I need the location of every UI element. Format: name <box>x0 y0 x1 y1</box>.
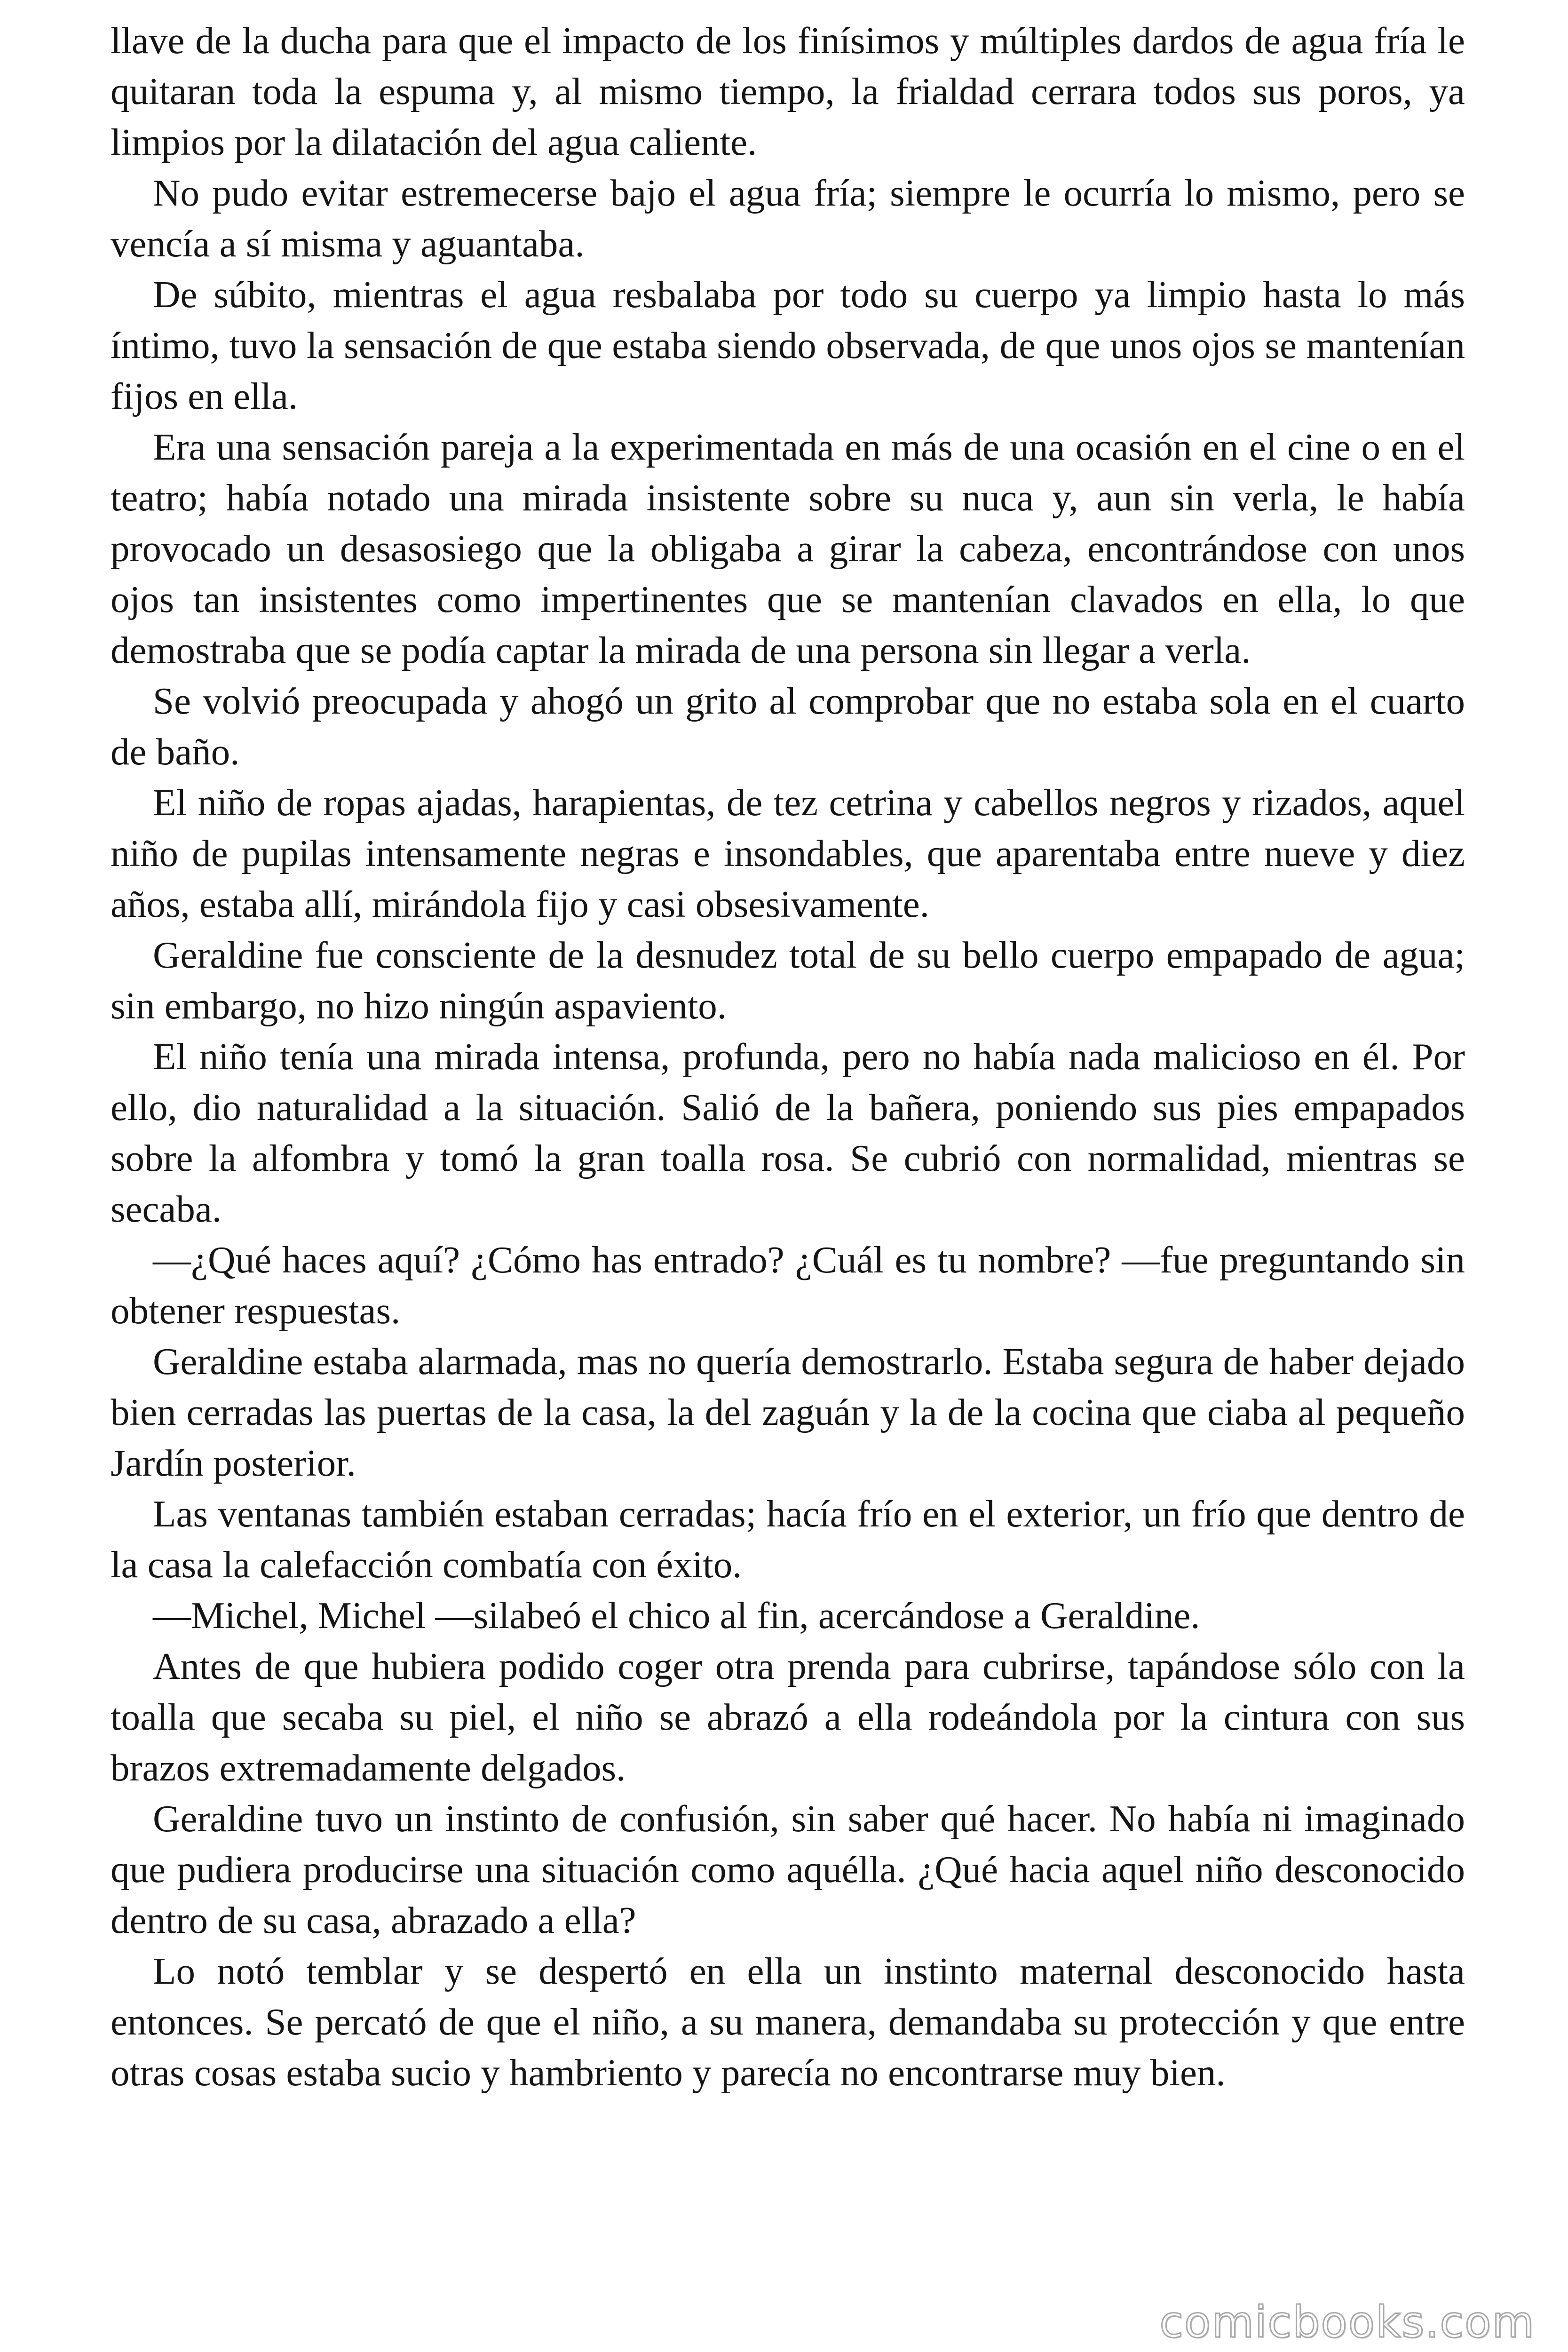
paragraph-13: Antes de que hubiera podido coger otra prenda para cubrirse, tapándose sólo con la toalla que secaba su piel, el niño se abrazó a ella rodeándola por la cintura con sus brazos extremadamente delgados. <box>111 1645 1465 1789</box>
body-text <box>111 15 1465 2098</box>
paragraph-4: Era una sensación pareja a la experimentada en más de una ocasión en el cine o en el teatro; había notado una mirada insistente sobre su nuca y, aun sin verla, le había provocado un desasosiego que la obligaba a girar la cabeza, encontrándose con unos ojos tan insistentes como impertinentes que se mantenían clavados en ella, lo que demostraba que se podía captar la mirada de una persona sin llegar a verla. <box>111 426 1465 671</box>
paragraph-15: Lo notó temblar y se despertó en ella un instinto maternal desconocido hasta entonces. Se percató de que el niño, a su manera, demandaba su protección y que entre otras cosas estaba sucio y hambriento y parecía no encontrarse muy bien. <box>111 1950 1465 2094</box>
paragraph-14: Geraldine tuvo un instinto de confusión, sin saber qué hacer. No había ni imaginado que pudiera producirse una situación como aquélla. ¿Qué hacia aquel niño desconocido dentro de su casa, abrazado a ella? <box>111 1797 1465 1941</box>
paragraph-8: El niño tenía una mirada intensa, profunda, pero no había nada malicioso en él. Por ello, dio naturalidad a la situación. Salió de la bañera, poniendo sus pies empapados sobre la alfombra y tomó la gran toalla rosa. Se cubrió con normalidad, mientras se secaba. <box>111 1035 1465 1230</box>
paragraph-12: —Michel, Michel —silabeó el chico al fin, acercándose a Geraldine. <box>153 1594 1200 1637</box>
paragraph-2: No pudo evitar estremecerse bajo el agua fría; siempre le ocurría lo mismo, pero se vencía a sí misma y aguantaba. <box>111 172 1465 265</box>
paragraph-9: —¿Qué haces aquí? ¿Cómo has entrado? ¿Cuál es tu nombre? —fue preguntando sin obtener respuestas. <box>111 1239 1465 1332</box>
paragraph-1: llave de la ducha para que el impacto de los finísimos y múltiples dardos de agua fría le quitaran toda la espuma y, al mismo tiempo, la frialdad cerrara todos sus poros, ya limpios por la dilatación del agua caliente. <box>111 19 1465 163</box>
paragraph-3: De súbito, mientras el agua resbalaba por todo su cuerpo ya limpio hasta lo más íntimo, tuvo la sensación de que estaba siendo observada, de que unos ojos se mantenían fijos en ella. <box>111 273 1465 417</box>
paragraph-6: El niño de ropas ajadas, harapientas, de tez cetrina y cabellos negros y rizados, aquel niño de pupilas intensamente negras e insondables, que aparentaba entre nueve y diez años, estaba allí, mirándola fijo y casi obsesivamente. <box>111 781 1465 925</box>
watermark: comicbooks.com <box>1159 2297 1535 2347</box>
paragraph-11: Las ventanas también estaban cerradas; hacía frío en el exterior, un frío que dentro de la casa la calefacción combatía con éxito. <box>111 1493 1465 1586</box>
paragraph-7: Geraldine fue consciente de la desnudez total de su bello cuerpo empapado de agua; sin embargo, no hizo ningún aspaviento. <box>111 934 1465 1027</box>
paragraph-10: Geraldine estaba alarmada, mas no quería demostrarlo. Estaba segura de haber dejado bien cerradas las puertas de la casa, la del zaguán y la de la cocina que ciaba al pequeño Jardín posterior. <box>111 1340 1465 1484</box>
paragraph-5: Se volvió preocupada y ahogó un grito al comprobar que no estaba sola en el cuarto de baño. <box>111 680 1465 773</box>
